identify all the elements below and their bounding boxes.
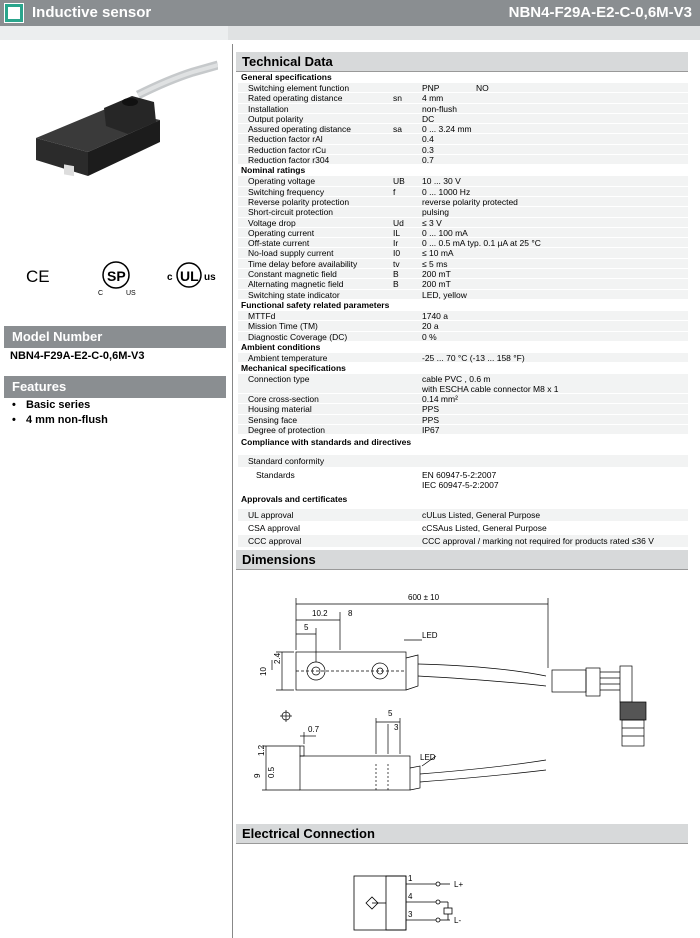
svg-text:8: 8	[348, 609, 353, 618]
svg-text:5: 5	[388, 709, 393, 718]
table-row: Switching frequency f 0 ... 1000 Hz	[238, 187, 688, 197]
svg-text:10: 10	[259, 667, 268, 676]
features-list	[10, 398, 108, 428]
svg-text:c: c	[167, 272, 173, 283]
table-row: CCC approval CCC approval / marking not required for products rated ≤36 V	[238, 535, 688, 548]
technical-data-header: Technical Data	[236, 52, 688, 72]
header-model-number: NBN4-F29A-E2-C-0,6M-V3	[508, 4, 692, 21]
table-row: Reduction factor r304 0.7	[238, 155, 688, 165]
table-row: Housing material PPS	[238, 404, 688, 414]
svg-text:3: 3	[394, 723, 399, 732]
svg-text:4: 4	[408, 892, 413, 901]
product-image	[28, 60, 218, 210]
feature-item: • Basic series	[10, 398, 108, 413]
table-row: Standards EN 60947-5-2:2007 IEC 60947-5-2:2007	[238, 468, 688, 488]
table-row: Voltage drop Ud ≤ 3 V	[238, 218, 688, 228]
svg-text:1: 1	[408, 874, 413, 883]
table-row: Standard conformity	[238, 455, 688, 468]
ul-mark	[167, 263, 216, 287]
svg-text:C: C	[98, 290, 104, 297]
svg-text:L-: L-	[454, 916, 462, 925]
svg-text:0.7: 0.7	[308, 725, 320, 734]
brand-logo	[4, 3, 24, 23]
table-row: Core cross-section 0.14 mm²	[238, 394, 688, 404]
ce-mark: CE	[26, 267, 50, 286]
svg-text:2.4: 2.4	[273, 652, 282, 664]
table-row: Switching state indicator LED, yellow	[238, 290, 688, 300]
electrical-connection-diagram	[236, 848, 688, 938]
header-subbar	[0, 26, 700, 40]
model-number-value: NBN4-F29A-E2-C-0,6M-V3	[10, 350, 145, 362]
table-row: Operating voltage UB 10 ... 30 V	[238, 176, 688, 186]
table-row: Reverse polarity protection reverse polarity protected	[238, 197, 688, 207]
certification-logos	[14, 255, 224, 300]
table-row: Degree of protection IP67	[238, 425, 688, 435]
table-row: Mission Time (TM) 20 a	[238, 321, 688, 331]
table-row: MTTFd 1740 a	[238, 311, 688, 321]
svg-text:10.2: 10.2	[312, 609, 328, 618]
model-number-header: Model Number	[4, 326, 226, 348]
category-general: General specifications	[241, 72, 332, 82]
table-row: Rated operating distance sn 4 mm	[238, 93, 688, 103]
table-row: Sensing face PPS	[238, 415, 688, 425]
table-row: CSA approval cCSAus Listed, General Purpose	[238, 522, 688, 535]
svg-text:UL: UL	[180, 268, 199, 284]
table-row: No-load supply current I0 ≤ 10 mA	[238, 248, 688, 258]
svg-text:LED: LED	[420, 753, 436, 762]
svg-text:9: 9	[253, 773, 262, 778]
table-row: Output polarity DC	[238, 114, 688, 124]
category-functional-safety: Functional safety related parameters	[241, 299, 390, 310]
category-ambient: Ambient conditions	[241, 341, 321, 352]
table-row: Alternating magnetic field B 200 mT	[238, 279, 688, 289]
features-header: Features	[4, 376, 226, 398]
svg-text:0.5: 0.5	[267, 766, 276, 778]
svg-text:5: 5	[304, 623, 309, 632]
table-row: Reduction factor rCu 0.3	[238, 145, 688, 155]
svg-text:1.2: 1.2	[257, 744, 266, 756]
header-bar	[0, 0, 700, 26]
table-row: Operating current IL 0 ... 100 mA	[238, 228, 688, 238]
table-row: Diagnostic Coverage (DC) 0 %	[238, 332, 688, 342]
table-row: Connection type cable PVC , 0.6 m with ESCHA cable connector M8 x 1	[238, 374, 688, 394]
table-row: Assured operating distance sa 0 ... 3.24 mm	[238, 124, 688, 134]
category-nominal: Nominal ratings	[241, 165, 306, 176]
electrical-connection-header: Electrical Connection	[236, 824, 688, 844]
svg-text:US: US	[126, 290, 136, 297]
category-approvals: Approvals and certificates	[241, 494, 348, 505]
dimensions-drawing	[236, 578, 688, 814]
svg-text:SP: SP	[107, 268, 126, 284]
table-row: UL approval cULus Listed, General Purpose	[238, 509, 688, 522]
category-mechanical: Mechanical specifications	[241, 363, 346, 374]
table-row: Off-state current Ir 0 ... 0.5 mA typ. 0.1 µA at 25 °C	[238, 238, 688, 248]
svg-text:L+: L+	[454, 880, 464, 889]
dimensions-header: Dimensions	[236, 550, 688, 570]
column-divider	[232, 44, 233, 938]
table-row: Short-circuit protection pulsing	[238, 207, 688, 217]
table-row: Switching element function PNP NO	[238, 83, 688, 93]
svg-text:LED: LED	[422, 631, 438, 640]
svg-text:3: 3	[408, 910, 413, 919]
svg-text:600 ± 10: 600 ± 10	[408, 593, 440, 602]
page-title: Inductive sensor	[32, 4, 152, 21]
table-row: Installation non-flush	[238, 104, 688, 114]
table-row: Time delay before availability tv ≤ 5 ms	[238, 259, 688, 269]
csa-mark	[98, 262, 136, 297]
category-compliance: Compliance with standards and directives	[241, 437, 412, 448]
table-row: Reduction factor rAl 0.4	[238, 134, 688, 144]
technical-data-table	[238, 72, 688, 548]
svg-text:us: us	[204, 272, 216, 283]
table-row: Constant magnetic field B 200 mT	[238, 269, 688, 279]
feature-item: • 4 mm non-flush	[10, 413, 108, 428]
table-row: Ambient temperature -25 ... 70 °C (-13 ... 158 °F)	[238, 353, 688, 363]
